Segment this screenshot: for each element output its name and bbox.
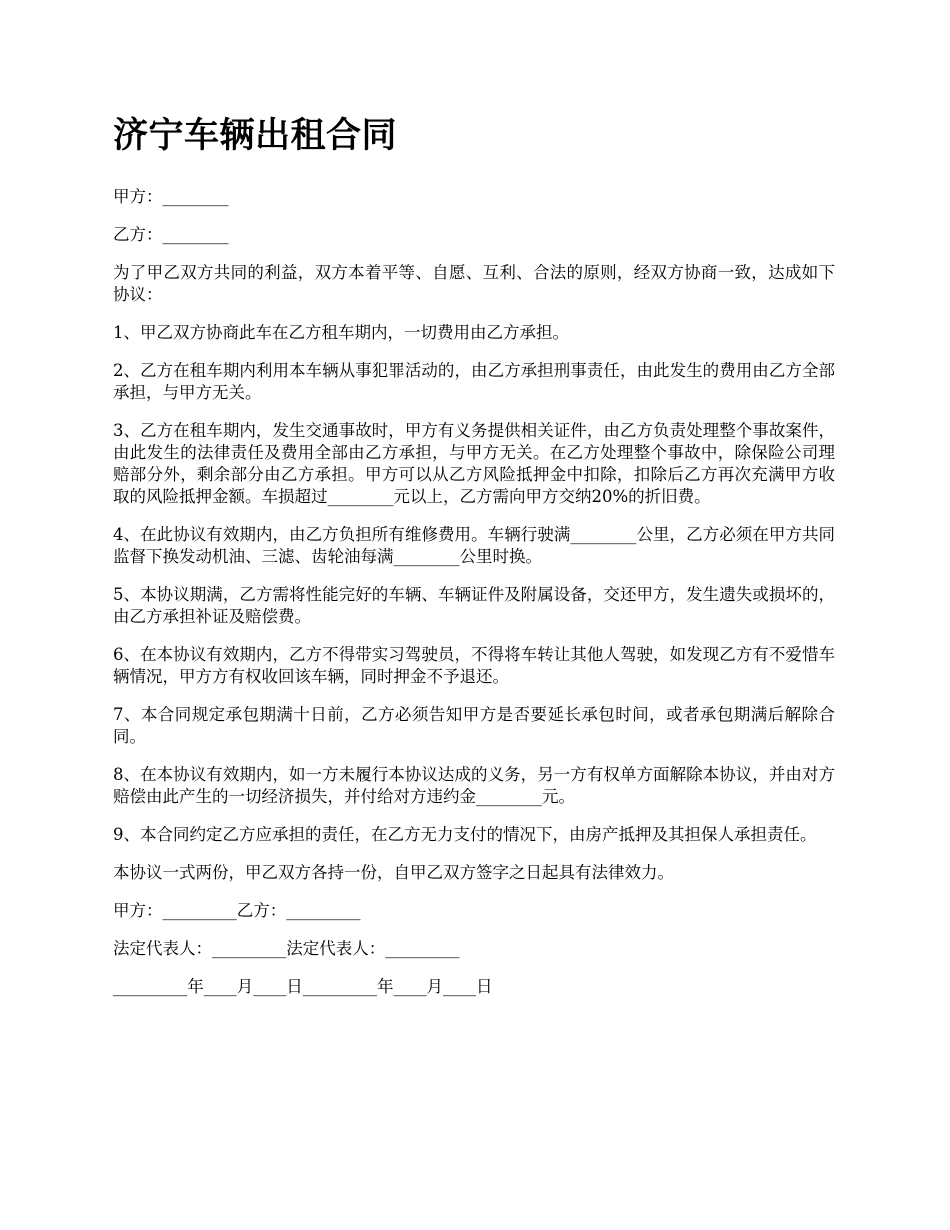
- signature-representatives-line: 法定代表人：_________法定代表人：_________: [113, 939, 460, 958]
- signature-parties-line: 甲方：_________乙方：_________: [113, 901, 361, 920]
- clause-1: 1、甲乙双方协商此车在乙方租车期内，一切费用由乙方承担。: [113, 323, 569, 342]
- document-title: 济宁车辆出租合同: [113, 115, 398, 156]
- clause-2: 2、乙方在租车期内利用本车辆从事犯罪活动的，由乙方承担刑事责任，由此发生的费用由乙方全部承担，与甲方无关。: [113, 361, 835, 402]
- contract-document: [113, 112, 835, 1014]
- clause-8: 8、在本协议有效期内，如一方未履行本协议达成的义务，另一方有权单方面解除本协议，并由对方赔偿由此产生的一切经济损失，并付给对方违约金________元。: [113, 765, 835, 806]
- closing-paragraph: 本协议一式两份，甲乙双方各持一份，自甲乙双方签字之日起具有法律效力。: [113, 863, 674, 882]
- party-b-line: 乙方：________: [113, 225, 229, 244]
- party-a-line: 甲方：________: [113, 187, 229, 206]
- clause-5: 5、本协议期满，乙方需将性能完好的车辆、车辆证件及附属设备，交还甲方，发生遗失或损坏的，由乙方承担补证及赔偿费。: [113, 585, 835, 626]
- intro-paragraph: 为了甲乙双方共同的利益，双方本着平等、自愿、互利、合法的原则，经双方协商一致，达成如下协议：: [113, 263, 835, 304]
- clause-7: 7、本合同规定承包期满十日前，乙方必须告知甲方是否要延长承包时间，或者承包期满后解除合同。: [113, 705, 835, 746]
- signature-dates-line: _________年____月____日_________年____月____日: [113, 977, 493, 996]
- clause-3: 3、乙方在租车期内，发生交通事故时，甲方有义务提供相关证件，由乙方负责处理整个事故案件，由此发生的法律责任及费用全部由乙方承担，与甲方无关。在乙方处理整个事故中，除保险公司理赔部分外，剩余部分由乙方承担。甲方可以从乙方风险抵押金中扣除，扣除后乙方再次充满甲方收取的风险抵押金额。车损超过________元以上，乙方需向甲方交纳20%的折旧费。: [113, 421, 835, 506]
- clause-4: 4、在此协议有效期内，由乙方负担所有维修费用。车辆行驶满________公里，乙方必须在甲方共同监督下换发动机油、三滤、齿轮油每满________公里时换。: [113, 525, 835, 566]
- clause-9: 9、本合同约定乙方应承担的责任，在乙方无力支付的情况下，由房产抵押及其担保人承担责任。: [113, 825, 817, 844]
- clause-6: 6、在本协议有效期内，乙方不得带实习驾驶员，不得将车转让其他人驾驶，如发现乙方有不爱惜车辆情况，甲方方有权收回该车辆，同时押金不予退还。: [113, 645, 835, 686]
